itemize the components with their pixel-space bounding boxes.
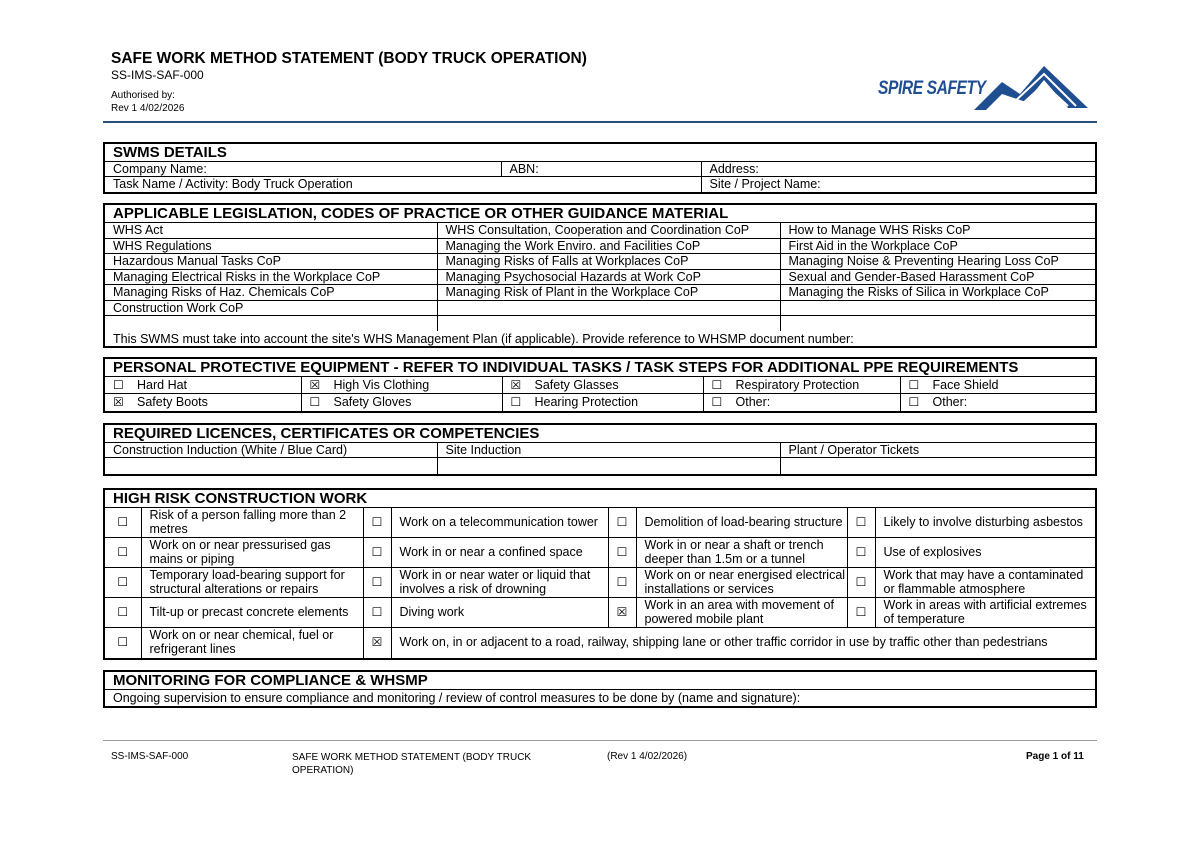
checkbox[interactable]: ☐ xyxy=(847,568,875,598)
company-name-field[interactable]: Company Name: xyxy=(105,162,501,177)
whsmp-reference-note: This SWMS must take into account the site's WHS Management Plan (if applicable). Provide reference to WHSMP document number: xyxy=(113,331,854,346)
legislation-item: How to Manage WHS Risks CoP xyxy=(780,223,1095,239)
ppe-label: Hard Hat xyxy=(137,378,188,392)
legislation-row xyxy=(105,300,1095,316)
ppe-label: High Vis Clothing xyxy=(333,378,430,392)
monitoring-section xyxy=(103,670,1097,708)
header-divider xyxy=(103,121,1097,123)
mountain-logo-icon xyxy=(972,60,1090,112)
legislation-item: First Aid in the Workplace CoP xyxy=(780,238,1095,254)
legislation-row xyxy=(105,269,1095,285)
legislation-row xyxy=(105,285,1095,301)
hrcw-item-label: Work in or near a confined space xyxy=(391,538,608,568)
legislation-row xyxy=(105,254,1095,270)
legislation-item: Managing Risk of Plant in the Workplace CoP xyxy=(437,285,780,301)
document-title: SAFE WORK METHOD STATEMENT (BODY TRUCK OPERATION) xyxy=(111,50,587,67)
ppe-label: Safety Glasses xyxy=(534,378,619,392)
legislation-item: Managing Risks of Haz. Chemicals CoP xyxy=(105,285,437,301)
ppe-row xyxy=(105,394,1095,411)
hrcw-item-label: Work in an area with movement of powered mobile plant xyxy=(636,598,847,628)
legislation-item: Managing Noise & Preventing Hearing Loss CoP xyxy=(780,254,1095,270)
legislation-item xyxy=(437,300,780,316)
ppe-label: Face Shield xyxy=(932,378,999,392)
checkbox[interactable]: ☐ xyxy=(847,538,875,568)
hrcw-title: HIGH RISK CONSTRUCTION WORK xyxy=(113,490,368,507)
hrcw-row xyxy=(105,568,1095,598)
licences-title: REQUIRED LICENCES, CERTIFICATES OR COMPETENCIES xyxy=(113,425,540,442)
ppe-item xyxy=(900,377,1095,394)
hrcw-item-label: Risk of a person falling more than 2 metres xyxy=(141,508,363,538)
legislation-item: Managing the Work Enviro. and Facilities CoP xyxy=(437,238,780,254)
ppe-item xyxy=(502,394,703,411)
legislation-item xyxy=(105,316,437,332)
legislation-item: Construction Work CoP xyxy=(105,300,437,316)
checkbox[interactable]: ☐ xyxy=(309,395,321,410)
checkbox[interactable]: ☒ xyxy=(363,628,391,658)
hrcw-item-label: Diving work xyxy=(391,598,608,628)
footer-revision: (Rev 1 4/02/2026) xyxy=(607,751,688,762)
hrcw-item-label: Temporary load-bearing support for structural alterations or repairs xyxy=(141,568,363,598)
spire-safety-logo xyxy=(876,60,1092,112)
footer-code: SS-IMS-SAF-000 xyxy=(111,751,189,762)
checkbox[interactable]: ☐ xyxy=(908,378,920,392)
legislation-section xyxy=(103,203,1097,348)
footer-page-number: Page 1 of 11 xyxy=(1026,751,1084,762)
hrcw-row xyxy=(105,598,1095,628)
checkbox[interactable]: ☐ xyxy=(847,598,875,628)
monitoring-field[interactable]: Ongoing supervision to ensure compliance and monitoring / review of control measures to be done by (name and signature): xyxy=(113,690,801,705)
ppe-label: Other: xyxy=(735,395,771,410)
legislation-item: Sexual and Gender-Based Harassment CoP xyxy=(780,269,1095,285)
hrcw-item-label: Tilt-up or precast concrete elements xyxy=(141,598,363,628)
checkbox[interactable]: ☐ xyxy=(510,395,522,410)
legislation-row xyxy=(105,316,1095,332)
checkbox[interactable]: ☐ xyxy=(113,378,124,392)
footer-divider xyxy=(103,740,1097,741)
hrcw-item-label: Work in areas with artificial extremes of temperature xyxy=(875,598,1095,628)
checkbox[interactable]: ☒ xyxy=(510,378,522,392)
hrcw-item-label: Work on or near chemical, fuel or refrigerant lines xyxy=(141,628,363,658)
hrcw-row xyxy=(105,508,1095,538)
legislation-item xyxy=(437,316,780,332)
ppe-item xyxy=(301,394,502,411)
checkbox[interactable]: ☐ xyxy=(105,628,141,658)
licence-entry-field[interactable] xyxy=(105,458,437,474)
ppe-label: Hearing Protection xyxy=(534,395,639,410)
document-code: SS-IMS-SAF-000 xyxy=(111,68,204,82)
ppe-row xyxy=(105,377,1095,394)
legislation-item: Managing the Risks of Silica in Workplace CoP xyxy=(780,285,1095,301)
licences-section xyxy=(103,423,1097,476)
hrcw-table xyxy=(105,507,1095,658)
swms-details-title: SWMS DETAILS xyxy=(113,144,227,161)
hrcw-item-label: Likely to involve disturbing asbestos xyxy=(875,508,1095,538)
ppe-item xyxy=(105,394,301,411)
licence-entry-field[interactable] xyxy=(437,458,780,474)
authorised-by-label: Authorised by: xyxy=(111,90,175,101)
ppe-label: Other: xyxy=(932,395,968,410)
checkbox[interactable]: ☐ xyxy=(908,395,920,410)
legislation-title: APPLICABLE LEGISLATION, CODES OF PRACTICE OR OTHER GUIDANCE MATERIAL xyxy=(113,205,729,222)
ppe-item xyxy=(900,394,1095,411)
ppe-item xyxy=(502,377,703,394)
checkbox[interactable]: ☐ xyxy=(608,508,636,538)
site-name-field[interactable]: Site / Project Name: xyxy=(701,177,1095,192)
abn-field[interactable]: ABN: xyxy=(501,162,701,177)
licence-entry-field[interactable] xyxy=(780,458,1095,474)
legislation-table xyxy=(105,222,1095,346)
revision-label: Rev 1 4/02/2026 xyxy=(111,103,185,114)
ppe-label: Safety Boots xyxy=(137,395,208,410)
checkbox[interactable]: ☒ xyxy=(608,598,636,628)
ppe-item xyxy=(301,377,502,394)
checkbox[interactable]: ☐ xyxy=(711,395,723,410)
hrcw-item-label: Work that may have a contaminated or flammable atmosphere xyxy=(875,568,1095,598)
checkbox[interactable]: ☐ xyxy=(105,598,141,628)
address-field[interactable]: Address: xyxy=(701,162,1095,177)
checkbox[interactable]: ☐ xyxy=(363,538,391,568)
hrcw-item-label: Demolition of load-bearing structure xyxy=(636,508,847,538)
ppe-item xyxy=(105,377,301,394)
hrcw-section xyxy=(103,488,1097,660)
ppe-table xyxy=(105,376,1095,411)
legislation-item: Managing Psychosocial Hazards at Work CoP xyxy=(437,269,780,285)
hrcw-item-label: Work on or near pressurised gas mains or piping xyxy=(141,538,363,568)
ppe-label: Safety Gloves xyxy=(333,395,412,410)
legislation-row xyxy=(105,238,1095,254)
checkbox[interactable]: ☐ xyxy=(608,568,636,598)
hrcw-item-label: Work on, in or adjacent to a road, railway, shipping lane or other traffic corridor in use by traffic other than pedestrians xyxy=(391,628,1095,658)
checkbox[interactable]: ☒ xyxy=(309,378,321,392)
monitoring-title: MONITORING FOR COMPLIANCE & WHSMP xyxy=(113,672,428,689)
ppe-section xyxy=(103,357,1097,413)
licence-site-induction: Site Induction xyxy=(437,443,780,458)
ppe-item xyxy=(703,394,900,411)
legislation-item: WHS Regulations xyxy=(105,238,437,254)
legislation-item: Hazardous Manual Tasks CoP xyxy=(105,254,437,270)
checkbox[interactable]: ☐ xyxy=(105,508,141,538)
legislation-item: WHS Act xyxy=(105,223,437,239)
footer-title: SAFE WORK METHOD STATEMENT (BODY TRUCK OPERATION) xyxy=(292,752,532,776)
checkbox[interactable]: ☐ xyxy=(711,378,723,392)
ppe-title: PERSONAL PROTECTIVE EQUIPMENT - REFER TO INDIVIDUAL TASKS / TASK STEPS FOR ADDITIONAL PPE REQUIREMENTS xyxy=(113,359,1019,376)
ppe-item xyxy=(703,377,900,394)
checkbox[interactable]: ☐ xyxy=(363,508,391,538)
swms-details-table xyxy=(105,161,1095,192)
hrcw-row xyxy=(105,538,1095,568)
checkbox[interactable]: ☐ xyxy=(105,538,141,568)
legislation-item: Managing Electrical Risks in the Workplace CoP xyxy=(105,269,437,285)
checkbox[interactable]: ☒ xyxy=(113,395,124,410)
legislation-item: Managing Risks of Falls at Workplaces CoP xyxy=(437,254,780,270)
licences-table xyxy=(105,442,1095,474)
hrcw-item-label: Use of explosives xyxy=(875,538,1095,568)
licence-construction-induction: Construction Induction (White / Blue Card) xyxy=(105,443,437,458)
hrcw-item-label: Work on or near energised electrical installations or services xyxy=(636,568,847,598)
legislation-item xyxy=(780,316,1095,332)
hrcw-item-label: Work on a telecommunication tower xyxy=(391,508,608,538)
hrcw-row xyxy=(105,628,1095,658)
hrcw-item-label: Work in or near a shaft or trench deeper than 1.5m or a tunnel xyxy=(636,538,847,568)
task-name-field[interactable]: Task Name / Activity: Body Truck Operation xyxy=(105,177,701,192)
licence-plant-operator-tickets: Plant / Operator Tickets xyxy=(780,443,1095,458)
logo-text: SPIRE SAFETY xyxy=(878,78,986,99)
legislation-item xyxy=(780,300,1095,316)
legislation-row xyxy=(105,223,1095,239)
monitoring-table xyxy=(105,689,1095,706)
checkbox[interactable]: ☐ xyxy=(105,568,141,598)
checkbox[interactable]: ☐ xyxy=(847,508,875,538)
ppe-label: Respiratory Protection xyxy=(735,378,860,392)
hrcw-item-label: Work in or near water or liquid that involves a risk of drowning xyxy=(391,568,608,598)
checkbox[interactable]: ☐ xyxy=(608,538,636,568)
legislation-item: WHS Consultation, Cooperation and Coordination CoP xyxy=(437,223,780,239)
swms-details-section xyxy=(103,142,1097,194)
checkbox[interactable]: ☐ xyxy=(363,568,391,598)
checkbox[interactable]: ☐ xyxy=(363,598,391,628)
